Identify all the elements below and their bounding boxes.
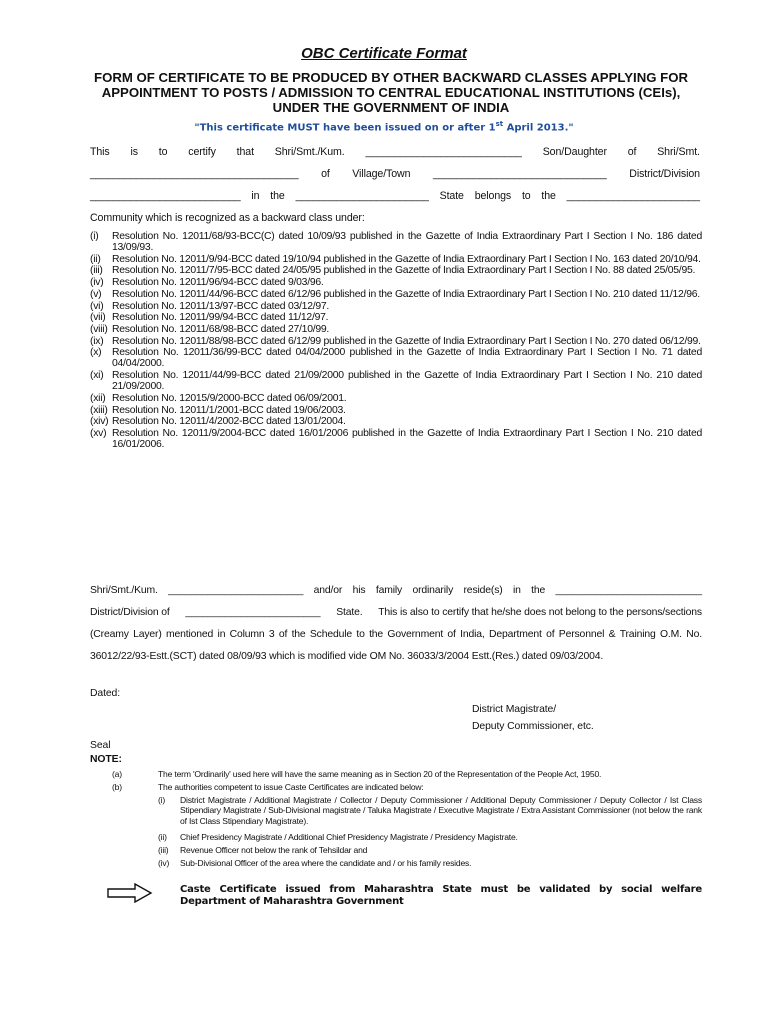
- blank-state: _______________________: [295, 190, 429, 202]
- list-item: (x) Resolution No. 12011/36/99-BCC dated 04/04/2000 published in the Gazette of India Extraordinary Part I Section I No. 71 dated 04/04/2000.: [90, 347, 702, 370]
- page-title: OBC Certificate Format: [301, 45, 467, 62]
- right-arrow-icon: [107, 883, 153, 908]
- list-item: (xiv) Resolution No. 12011/4/2002-BCC dated 13/01/2004.: [90, 416, 346, 428]
- signatory-line-2: Deputy Commissioner, etc.: [472, 721, 594, 732]
- list-item: (xv) Resolution No. 12011/9/2004-BCC dated 16/01/2006 published in the Gazette of India Extraordinary Part I Section I No. 210 dated 16/01/2006.: [90, 427, 702, 450]
- list-item: (xi) Resolution No. 12011/44/99-BCC dated 21/09/2000 published in the Gazette of India Extraordinary Part I Section I No. 210 dated 21/09/2000.: [90, 370, 702, 393]
- list-item: (i) Resolution No. 12011/68/93-BCC(C) dated 10/09/93 published in the Gazette of India Extraordinary Part I Section I No. 186 dated 13/09/93.: [90, 231, 702, 254]
- list-item: (vii) Resolution No. 12011/99/94-BCC dated 11/12/97.: [90, 312, 329, 324]
- blank-parent: ____________________________________: [90, 168, 299, 180]
- seal-label: Seal: [90, 740, 111, 751]
- blank-village: ______________________________: [432, 168, 607, 180]
- list-item: (iv) Resolution No. 12011/96/94-BCC dated 9/03/96.: [90, 277, 324, 289]
- dated-label: Dated:: [90, 688, 121, 699]
- blank-district: __________________________: [90, 190, 241, 202]
- list-item: (ix) Resolution No. 12011/88/98-BCC dated 6/12/99 published in the Gazette of India Extraordinary Part I Section I No. 270 dated 06/12/99.: [90, 335, 701, 347]
- cert-line-1: This is to certify that Shri/Smt./Kum. ___________________________ Son/Daughter of Shri/Smt.: [90, 146, 700, 158]
- list-item: (iii) Resolution No. 12011/7/95-BCC dated 24/05/95 published in the Gazette of India Extraordinary Part I Section I No. 88 dated 25/05/95.: [90, 265, 696, 277]
- para-row-1: Shri/Smt./Kum. ________________________ and/or his family ordinarily reside(s) in the __________________________: [90, 585, 702, 607]
- list-item: (viii) Resolution No. 12011/68/98-BCC dated 27/10/99.: [90, 323, 330, 335]
- para-row-3: (Creamy Layer) mentioned in Column 3 of the Schedule to the Government of India, Department of Personnel & Training O.M. No.: [90, 629, 702, 640]
- list-item: (xii) Resolution No. 12015/9/2000-BCC dated 06/09/2001.: [90, 392, 347, 404]
- list-item: (xiii) Resolution No. 12011/1/2001-BCC dated 19/06/2003.: [90, 404, 346, 416]
- list-item: (v) Resolution No. 12011/44/96-BCC dated 6/12/96 published in the Gazette of India Extraordinary Part I Section I No. 210 dated 11/12/96.: [90, 288, 700, 300]
- community-line: Community which is recognized as a backward class under:: [90, 212, 365, 224]
- maharashtra-validation-note: Caste Certificate issued from Maharashtra State must be validated by social welfare Department of Maharashtra Government: [180, 884, 702, 907]
- residence-paragraph: [90, 585, 702, 673]
- blank-name: ___________________________: [365, 146, 522, 158]
- para-row-2: District/Division of ________________________ State. This is also to certify that he/she does not belong to the persons/sections: [90, 607, 702, 629]
- certificate-page: OBC Certificate Format FORM OF CERTIFICATE TO BE PRODUCED BY OTHER BACKWARD CLASSES APPLYING FOR APPOINTMENT TO POSTS / ADMISSION TO CENTRAL EDUCATIONAL INSTITUTIONS (CEIs), UNDER THE GOVERNMENT OF INDIA "This certificate MUST have been issued on or after 1st April 2013." This is to certify that Shri/Smt./Kum. ___________________________ Son/Daughter of Shri/Smt. ____________________________________ of Village/Town ______________________________ District/Division __________________________ in the _______________________ State belongs to the _______________________ Community which is recognized as a backward class under: (i) Resolution No. 12011/68/93-BCC(C) dated 10/09/93 published in the Gazette of India Extraordinary Part I Section I No. 186 dated 13/09/93. (ii) Resolution No. 12011/9/94-BCC dated 19/10/94 published in the Gazette of India Extraordinary Part I Section I No. 163 dated 20/10/94. (iii) Resolution No. 12011/7/95-BCC dated 24/05/95 published in the Gazette of India Extraordinary Part I Section I No. 88 dated 25/05/95. (iv) Resolution No. 12011/96/94-BCC dated 9/03/96. (v) Resolution No. 12011/44/96-BCC dated 6/12/96 published in the Gazette of India Extraordinary Part I Section I No. 210 dated 11/12/96. (vi) Resolution No. 12011/13/97-BCC dated 03/12/97. (vii) Resolution No. 12011/99/94-BCC dated 11/12/97. (viii) Resolution No. 12011/68/98-BCC dated 27/10/99. (ix) Resolution No. 12011/88/98-BCC dated 6/12/99 published in the Gazette of India Extraordinary Part I Section I No. 270 dated 06/12/99. (x) Resolution No. 12011/36/99-BCC dated 04/04/2000 published in the Gazette of India Extraordinary Part I Section I No. 71 dated 04/04/2000. (xi) Resolution No. 12011/44/99-BCC dated 21/09/2000 published in the Gazette of India Extraordinary Part I Section I No. 210 dated 21/09/2000. (xii) Resolution No. 12015/9/2000-BCC dated 06/09/2001. (xiii) Resolution No. 12011/1/2001-BCC dated 19/06/2003. (xiv) Resolution No. 12011/4/2002-BCC dated 13/01/2004. (xv) Resolution No. 12011/9/2004-BCC dated 16/01/2006 published in the Gazette of India Extraordinary Part I Section I No. 210 dated 16/01/2006. Shri/Smt./Kum. ________________________ and/or his family ordinarily reside(s) in the __________________________ District/Division of ________________________ State. This is also to certify that he/she does not belong to the persons/sections (Creamy Layer) mentioned in Column 3 of the Schedule to the Government of India, Department of Personnel & Training O.M. No. 36012/22/93-Estt.(SCT) dated 08/09/93 which is modified vide OM No. 36033/3/2004 Estt.(Res.) dated 09/03/2004. Dated: District Magistrate/ Deputy Commissioner, etc. Seal NOTE: (a) The term 'Ordinarily' used here will have the same meaning as in Section 20 of the Representation of the People Act, 1950. (b) The authorities competent to issue Caste Certificates are indicated below: (i) District Magistrate / Additional Magistrate / Collector / Deputy Commissioner / Additional Deputy Commissioner / Deputy Collector / Ist Class Stipendiary Magistrate / Sub-Divisional magistrate / Taluka Magistrate / Executive Magistrate / Extra Assistant Commissioner (not below the rank of Ist Class Stipendiary Magistrate). (ii) Chief Presidency Magistrate / Additional Chief Presidency Magistrate / Presidency Magistrate. (iii) Revenue Officer not below the rank of Tehsildar and (iv) Sub-Divisional Officer of the area where the candidate and / or his family resides. Caste Certificate issued from Maharashtra State must be validated by social welfare Department of Maharashtra Government: [0, 0, 768, 1024]
- form-heading: FORM OF CERTIFICATE TO BE PRODUCED BY OTHER BACKWARD CLASSES APPLYING FOR APPOINTMENT TO POSTS / ADMISSION TO CENTRAL EDUCATIONAL INSTITUTIONS (CEIs), UNDER THE GOVERNMENT OF INDIA: [94, 70, 688, 115]
- blank-community: _______________________: [566, 190, 700, 202]
- list-item: (ii) Resolution No. 12011/9/94-BCC dated 19/10/94 published in the Gazette of India Extraordinary Part I Section I No. 163 dated 20/10/94.: [90, 253, 701, 265]
- blank-district-2: ________________________: [185, 607, 321, 618]
- issue-date-note: "This certificate MUST have been issued on or after 1st April 2013.": [194, 120, 574, 134]
- note-label: NOTE:: [90, 754, 122, 765]
- cert-line-3: __________________________ in the _______________________ State belongs to the _______________________: [90, 190, 700, 202]
- blank-name-2: ________________________: [168, 585, 304, 596]
- cert-line-2: ____________________________________ of Village/Town ______________________________ District/Division: [90, 168, 700, 180]
- list-item: (vi) Resolution No. 12011/13/97-BCC dated 03/12/97.: [90, 300, 330, 312]
- blank-residence: __________________________: [555, 585, 702, 596]
- signatory-line-1: District Magistrate/: [472, 704, 557, 715]
- resolution-list: [90, 231, 702, 451]
- para-row-4: 36012/22/93-Estt.(SCT) dated 08/09/93 which is modified vide OM No. 36033/3/2004 Estt.(Res.) dated 09/03/2004.: [90, 651, 604, 662]
